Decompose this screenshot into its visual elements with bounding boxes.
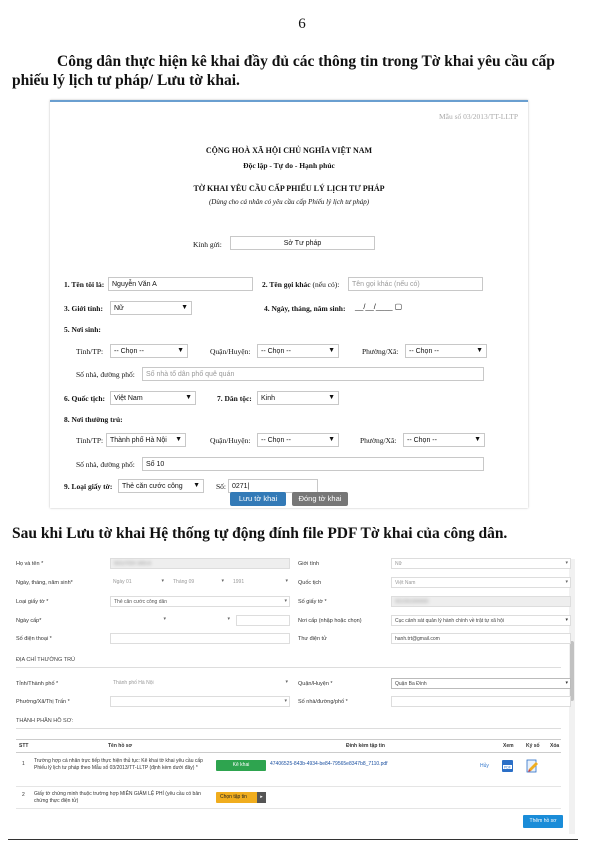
issue-place-select[interactable] — [391, 615, 571, 626]
chevron-down-icon: ▾ — [565, 617, 568, 623]
res-province-label: Tỉnh/TP: — [76, 436, 104, 445]
id-type-select[interactable] — [118, 479, 204, 493]
id-type-label: Loại giấy tờ * — [16, 599, 49, 605]
nationality-value: Việt Nam — [114, 395, 143, 402]
ethnic-value: Kinh — [261, 395, 276, 402]
gender-label: 3. Giới tính: — [64, 304, 103, 313]
id-number-value: 001091000000 — [395, 599, 429, 605]
id-type-select[interactable] — [110, 596, 290, 607]
issue-day-select[interactable] — [110, 615, 168, 626]
record-screenshot — [8, 553, 578, 840]
res-province-value: Thành phố Hà Nội — [110, 437, 167, 444]
residence-label: 8. Nơi thường trú: — [64, 415, 123, 424]
res-district-label: Quận/Huyện: — [210, 436, 251, 445]
chevron-down-icon: ▼ — [181, 304, 188, 311]
other-name-label-wrap — [262, 280, 339, 289]
row-stt: 1 — [22, 761, 25, 767]
col-attachment: Đính kèm tập tin — [346, 743, 385, 749]
id-number-label: Số giấy tờ * — [298, 599, 327, 605]
birth-province-value: -- Chọn -- — [114, 348, 144, 355]
instruction-paragraph-1: Công dân thực hiện kê khai đầy đủ các thông tin trong Tờ khai yêu cầu cấp phiếu lý lịch tư pháp/ Lưu tờ khai. — [12, 53, 555, 89]
chevron-down-icon: ▼ — [328, 394, 335, 401]
nationality-label: Quốc tịch — [298, 580, 322, 586]
res-ward-select[interactable] — [403, 433, 485, 447]
dob-year-value: 1991 — [233, 579, 245, 585]
nationality-label: 6. Quốc tịch: — [64, 394, 106, 403]
res-ward-value: -- Chọn -- — [407, 437, 437, 444]
col-sign: Ký số — [526, 743, 540, 749]
chevron-down-icon: ▾ — [565, 680, 568, 686]
phone-input[interactable] — [110, 633, 290, 644]
pdf-view-icon[interactable] — [501, 759, 514, 773]
res-district-value: -- Chọn -- — [261, 437, 291, 444]
name-input[interactable]: Nguyễn Văn A — [108, 277, 253, 291]
table-header-bottom — [16, 752, 561, 753]
chevron-down-icon: ▾ — [285, 578, 288, 584]
district-value: Quận Ba Đình — [395, 681, 427, 687]
caret-right-icon: ▸ — [257, 792, 266, 803]
chevron-down-icon: ▾ — [227, 616, 230, 622]
row-divider — [16, 808, 561, 809]
form-subtitle: (Dùng cho cá nhân có yêu cầu cấp Phiếu lý lịch tư pháp) — [208, 198, 370, 206]
dob-month-value: Tháng 09 — [173, 579, 195, 585]
documents-section-title: THÀNH PHẦN HỒ SƠ: — [16, 718, 73, 724]
id-number-label: Số: — [216, 482, 227, 491]
issue-month-select[interactable] — [172, 615, 232, 626]
dob-month-select[interactable] — [170, 577, 226, 588]
digital-sign-icon[interactable] — [526, 759, 539, 773]
dob-input[interactable] — [355, 302, 402, 311]
res-province-select[interactable] — [106, 433, 186, 447]
row-doc-name: Giấy tờ chứng minh thuộc trường hợp MIỄN GIẢM LỆ PHÍ (yêu cầu có bản chứng thực điện tử) — [34, 791, 201, 804]
chevron-down-icon: ▼ — [193, 482, 200, 489]
row-doc-name: Trường hợp cá nhân trực tiếp thực hiện thủ tục: Kê khai tờ khai yêu cầu cấp Phiếu lý lịch tư pháp theo Mẫu số 03/2013/TT-LLTP (định kèm dưới đây) * — [34, 758, 203, 771]
ward-label: Phường/Xã/Thị Trấn * — [16, 699, 70, 705]
dob-year-select[interactable] — [230, 577, 290, 588]
chevron-down-icon: ▼ — [474, 436, 481, 443]
svg-text:PDF: PDF — [504, 765, 511, 770]
chevron-down-icon: ▾ — [565, 560, 568, 566]
nationality-select[interactable] — [110, 391, 196, 405]
calendar-icon[interactable]: ▢ — [394, 302, 403, 311]
col-doc-name: Tên hồ sơ — [108, 743, 133, 749]
other-name-input[interactable]: Tên gọi khác (nếu có) — [348, 277, 483, 291]
gender-value: Nữ — [395, 561, 402, 567]
id-type-label: 9. Loại giấy tờ: — [64, 482, 113, 491]
nationality-select[interactable] — [391, 577, 571, 588]
col-delete: Xóa — [550, 743, 560, 749]
gender-select[interactable] — [391, 558, 571, 569]
chevron-down-icon: ▾ — [565, 579, 568, 585]
id-type-value: Thẻ căn cước công — [122, 483, 183, 490]
dob-label: Ngày, tháng, năm sinh* — [16, 580, 73, 586]
scrollbar-thumb[interactable] — [570, 641, 574, 701]
ethnic-label: 7. Dân tộc: — [217, 394, 252, 403]
declare-button[interactable]: Kê khai — [216, 760, 266, 771]
phone-label: Số điện thoại * — [16, 636, 52, 642]
res-ward-label: Phường/Xã: — [360, 436, 397, 445]
birth-district-select[interactable] — [257, 344, 339, 358]
cancel-link[interactable]: Hủy — [480, 763, 489, 769]
ward-select[interactable] — [110, 696, 290, 707]
dob-day-value: Ngày 01 — [113, 579, 132, 585]
divider — [16, 667, 561, 668]
issue-place-value: Cục cảnh sát quản lý hành chính về trật tự xã hội — [395, 618, 504, 624]
instruction-paragraph-2: Sau khi Lưu tờ khai Hệ thống tự động đính file PDF Tờ khai của công dân. — [12, 525, 508, 542]
chevron-down-icon: ▼ — [328, 436, 335, 443]
birth-ward-select[interactable] — [405, 344, 487, 358]
divider — [16, 728, 561, 729]
birth-ward-label: Phường/Xã: — [362, 347, 399, 356]
chevron-down-icon: ▼ — [185, 394, 192, 401]
nationality-value: Việt Nam — [395, 580, 416, 586]
email-input[interactable]: hanh.trt@gmail.com — [391, 633, 571, 644]
chevron-down-icon: ▼ — [177, 347, 184, 354]
form-title: TỜ KHAI YÊU CẦU CẤP PHIẾU LÝ LỊCH TƯ PHÁP — [193, 184, 385, 193]
id-number-input[interactable] — [391, 596, 571, 607]
fullname-label: Họ và tên * — [16, 561, 44, 567]
recipient-label: Kính gửi: — [193, 240, 222, 249]
birthplace-label: 5. Nơi sinh: — [64, 325, 101, 334]
col-stt: STT — [19, 743, 29, 749]
chevron-down-icon: ▾ — [161, 578, 164, 584]
chevron-down-icon: ▼ — [476, 347, 483, 354]
birth-street-input[interactable]: Số nhà tổ dân phố quê quán — [142, 367, 484, 381]
birth-province-label: Tỉnh/TP: — [76, 347, 104, 356]
choose-file-button[interactable] — [216, 792, 266, 803]
res-street-input[interactable]: Số 10 — [142, 457, 484, 471]
fullname-value: NGUYEN VAN A — [114, 561, 152, 567]
chevron-down-icon: ▾ — [163, 616, 166, 622]
gender-select[interactable] — [110, 301, 192, 315]
gender-value: Nữ — [114, 305, 124, 312]
chevron-down-icon: ▾ — [285, 679, 288, 685]
other-name-note: (nếu có): — [310, 280, 340, 289]
chevron-down-icon: ▾ — [221, 578, 224, 584]
street-label: Số nhà/đường/phố * — [298, 699, 348, 705]
other-name-label: 2. Tên gọi khác — [262, 280, 311, 289]
dob-day-select[interactable] — [110, 577, 166, 588]
res-district-select[interactable] — [257, 433, 339, 447]
district-label: Quận/Huyện * — [298, 681, 333, 687]
email-label: Thư điện tử — [298, 636, 327, 642]
id-number-input[interactable]: 0271| — [228, 479, 318, 493]
chevron-down-icon: ▼ — [175, 436, 182, 443]
dob-label: 4. Ngày, tháng, năm sinh: — [264, 304, 346, 313]
col-view: Xem — [503, 743, 514, 749]
name-label: 1. Tên tôi là: — [64, 280, 105, 289]
issue-year-input[interactable] — [236, 615, 290, 626]
district-select[interactable] — [391, 678, 571, 689]
national-motto: Độc lập - Tự do - Hạnh phúc — [243, 161, 335, 170]
table-header-top — [16, 739, 561, 740]
national-header: CỘNG HOÀ XÃ HỘI CHỦ NGHĨA VIỆT NAM — [205, 146, 373, 155]
fullname-input[interactable] — [110, 558, 290, 569]
ethnic-select[interactable] — [257, 391, 339, 405]
birth-province-select[interactable] — [110, 344, 188, 358]
province-label: Tỉnh/Thành phố * — [16, 681, 59, 687]
choose-file-label: Chọn tập tin — [220, 794, 247, 800]
chevron-down-icon: ▾ — [284, 598, 287, 604]
chevron-down-icon: ▾ — [284, 698, 287, 704]
page-number: 6 — [298, 16, 306, 32]
recipient-input[interactable]: Sở Tư pháp — [230, 236, 375, 250]
row-stt: 2 — [22, 792, 25, 798]
birth-ward-value: -- Chọn -- — [409, 348, 439, 355]
id-type-value: Thẻ căn cước công dân — [114, 599, 168, 605]
form-code: Mẫu số 03/2013/TT-LLTP — [438, 112, 518, 121]
birth-street-label: Số nhà, đường phố: — [76, 370, 135, 379]
issue-date-label: Ngày cấp* — [16, 618, 42, 624]
province-select[interactable] — [110, 678, 290, 689]
res-street-label: Số nhà, đường phố: — [76, 460, 135, 469]
issue-place-label: Nơi cấp (nhập hoặc chọn) — [298, 618, 362, 624]
add-document-button[interactable]: Thêm hồ sơ — [523, 815, 563, 828]
address-section-title: ĐỊA CHỈ THƯỜNG TRÚ — [16, 657, 76, 663]
street-input[interactable] — [391, 696, 571, 707]
birth-district-label: Quận/Huyện: — [210, 347, 251, 356]
chevron-down-icon: ▼ — [328, 347, 335, 354]
declaration-form-screenshot — [50, 100, 528, 508]
attached-file-link[interactable]: 47406525-843b-4934-be84-79565e8347b8_7110.pdf — [270, 761, 388, 767]
row-divider — [16, 786, 561, 787]
birth-district-value: -- Chọn -- — [261, 348, 291, 355]
gender-label: Giới tính — [298, 561, 320, 567]
save-declaration-button[interactable]: Lưu tờ khai — [230, 492, 286, 506]
province-value: Thành phố Hà Nội — [113, 680, 154, 686]
close-declaration-button[interactable]: Đóng tờ khai — [292, 492, 348, 506]
dob-value: __/__/____ — [355, 302, 393, 311]
